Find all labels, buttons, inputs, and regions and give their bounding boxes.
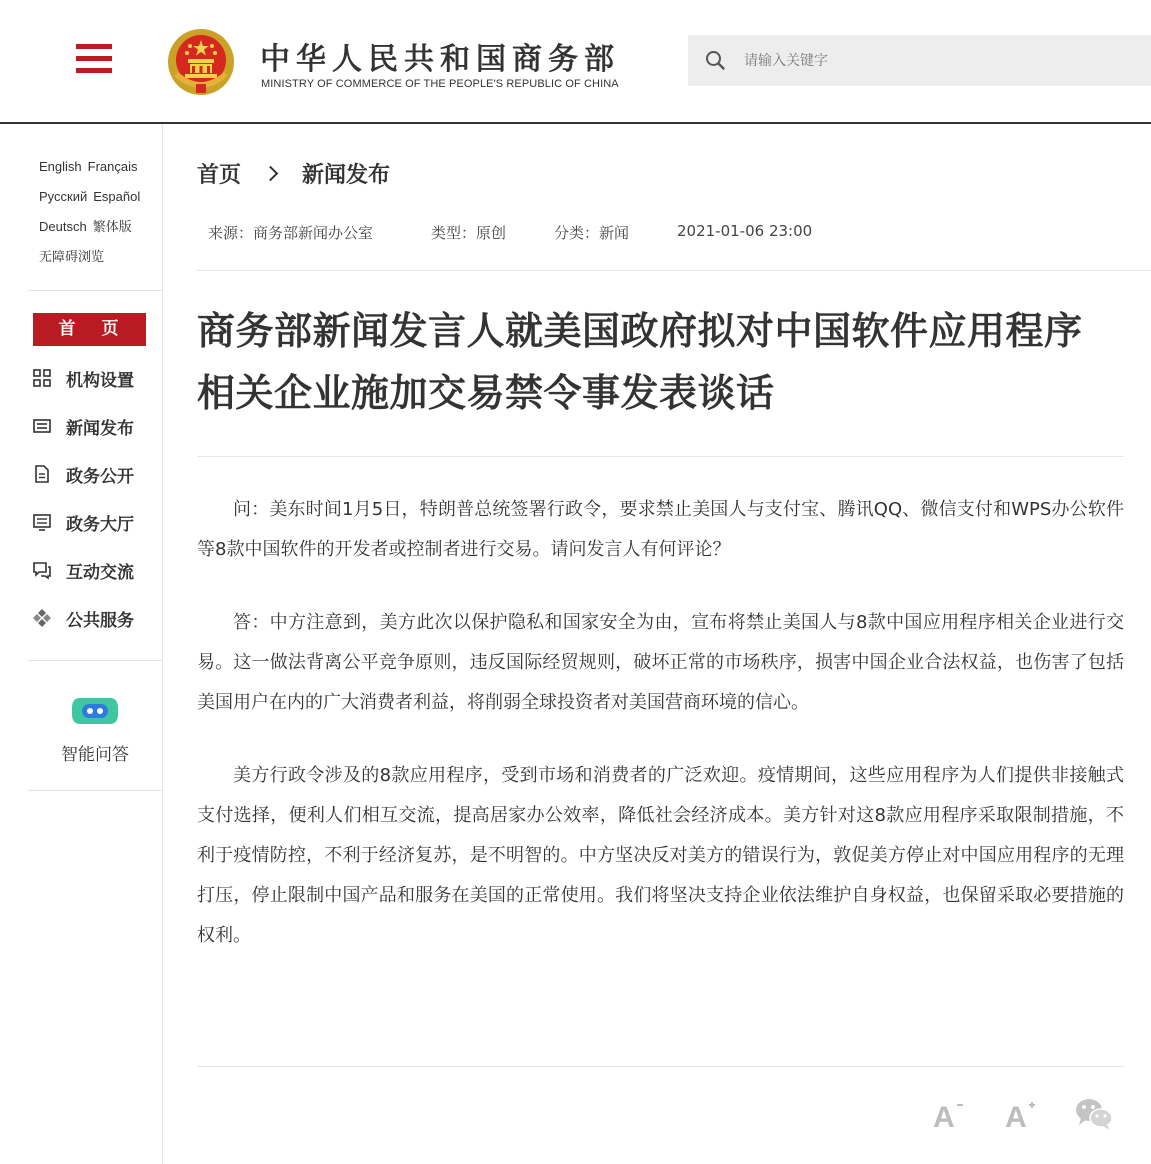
robot-icon bbox=[70, 692, 120, 730]
sidebar-divider bbox=[162, 124, 163, 1164]
service-icon bbox=[32, 608, 52, 628]
search-input[interactable] bbox=[744, 45, 1134, 76]
lang-english-link[interactable]: English bbox=[39, 159, 82, 174]
meta-type: 类型：原创 bbox=[431, 224, 507, 242]
meta-source: 来源：商务部新闻办公室 bbox=[208, 224, 374, 242]
nav-item-org-structure[interactable] bbox=[32, 354, 160, 402]
menu-icon[interactable] bbox=[76, 44, 112, 74]
font-increase-glyph: A bbox=[1005, 1101, 1027, 1134]
nav-label: 政务公开 bbox=[66, 466, 134, 487]
chevron-right-icon bbox=[263, 166, 279, 182]
document-icon bbox=[32, 464, 52, 484]
breadcrumb bbox=[197, 158, 390, 189]
article-paragraph: 美方行政令涉及的8款应用程序，受到市场和消费者的广泛欢迎。疫情期间，这些应用程序为人们提供非接触式支付选择，便利人们相互交流，提高居家办公效率，降低社会经济成本。美方针对这8款应用程序采取限制措施，不利于疫情防控，不利于经济复苏，是不明智的。中方坚决反对美方的错误行为，敦促美方停止对中国应用程序的无理打压，停止限制中国产品和服务在美国的正常使用。我们将坚决支持企业依法维护自身权益，也保留采取必要措施的权利。 bbox=[197, 765, 1124, 946]
sidebar-divider-3 bbox=[28, 790, 162, 791]
nav-label: 互动交流 bbox=[66, 562, 134, 583]
sidebar-divider-2 bbox=[28, 660, 162, 661]
lang-german-link[interactable]: Deutsch bbox=[39, 219, 87, 234]
lang-russian-link[interactable]: Русский bbox=[39, 189, 88, 204]
article-body bbox=[197, 490, 1124, 989]
title-divider bbox=[197, 456, 1124, 457]
smart-qa-label: 智能问答 bbox=[61, 745, 129, 765]
nav-item-interaction[interactable] bbox=[32, 546, 160, 594]
org-structure-icon bbox=[32, 368, 52, 388]
lang-spanish-link[interactable]: Español bbox=[93, 189, 141, 204]
nav-label: 公共服务 bbox=[66, 610, 134, 631]
sidebar-nav bbox=[32, 354, 160, 642]
footer-divider bbox=[197, 1066, 1124, 1067]
site-title-en: MINISTRY OF COMMERCE OF THE PEOPLE'S REPUBLIC OF CHINA bbox=[261, 78, 619, 90]
article-paragraph: 答：中方注意到，美方此次以保护隐私和国家安全为由，宣布将禁止美国人与8款中国应用程序相关企业进行交易。这一做法背离公平竞争原则，违反国际经贸规则，破坏正常的市场秩序，损害中国企业合法权益，也伤害了包括美国用户在内的广大消费者利益，将削弱全球投资者对美国营商环境的信心。 bbox=[197, 612, 1124, 713]
home-nav-button[interactable]: 首 页 bbox=[33, 313, 146, 346]
site-title-cn: 中华人民共和国商务部 bbox=[260, 42, 620, 77]
article-title: 商务部新闻发言人就美国政府拟对中国软件应用程序相关企业施加交易禁令事发表谈话 bbox=[197, 309, 1083, 415]
search-icon[interactable] bbox=[704, 49, 726, 71]
nav-label: 政务大厅 bbox=[66, 514, 134, 535]
search-bar bbox=[688, 35, 1151, 86]
language-links bbox=[39, 152, 159, 272]
left-sidebar bbox=[28, 124, 162, 1164]
nav-item-public-service[interactable] bbox=[32, 594, 160, 642]
smart-qa-button[interactable] bbox=[28, 692, 162, 765]
font-increase-icon[interactable] bbox=[1002, 1094, 1038, 1134]
meta-datetime: 2021-01-06 23:00 bbox=[677, 222, 813, 240]
accessibility-link[interactable]: 无障碍浏览 bbox=[39, 249, 105, 264]
sidebar-divider-1 bbox=[28, 290, 162, 291]
article-paragraph: 问：美东时间1月5日，特朗普总统签署行政令，要求禁止美国人与支付宝、腾讯QQ、微信支付和WPS办公软件等8款中国软件的开发者或控制者进行交易。请问发言人有何评论？ bbox=[197, 499, 1124, 560]
article-meta bbox=[196, 210, 1151, 271]
wechat-icon[interactable] bbox=[1074, 1094, 1114, 1134]
font-decrease-glyph: A bbox=[933, 1101, 955, 1134]
nav-item-gov-affairs[interactable] bbox=[32, 450, 160, 498]
breadcrumb-current[interactable]: 新闻发布 bbox=[302, 163, 391, 188]
nav-label: 新闻发布 bbox=[66, 418, 134, 439]
site-header bbox=[0, 0, 1151, 124]
chat-icon bbox=[32, 560, 52, 580]
nav-item-service-hall[interactable] bbox=[32, 498, 160, 546]
nav-label: 机构设置 bbox=[66, 370, 134, 391]
meta-category: 分类：新闻 bbox=[554, 224, 630, 242]
nav-item-news[interactable] bbox=[32, 402, 160, 450]
hall-icon bbox=[32, 512, 52, 532]
lang-traditional-chinese-link[interactable]: 繁体版 bbox=[92, 219, 132, 234]
news-icon bbox=[32, 416, 52, 436]
national-emblem-logo[interactable] bbox=[166, 26, 236, 98]
font-decrease-icon[interactable] bbox=[930, 1094, 966, 1134]
lang-french-link[interactable]: Français bbox=[87, 159, 138, 174]
breadcrumb-home-link[interactable]: 首页 bbox=[197, 163, 242, 188]
